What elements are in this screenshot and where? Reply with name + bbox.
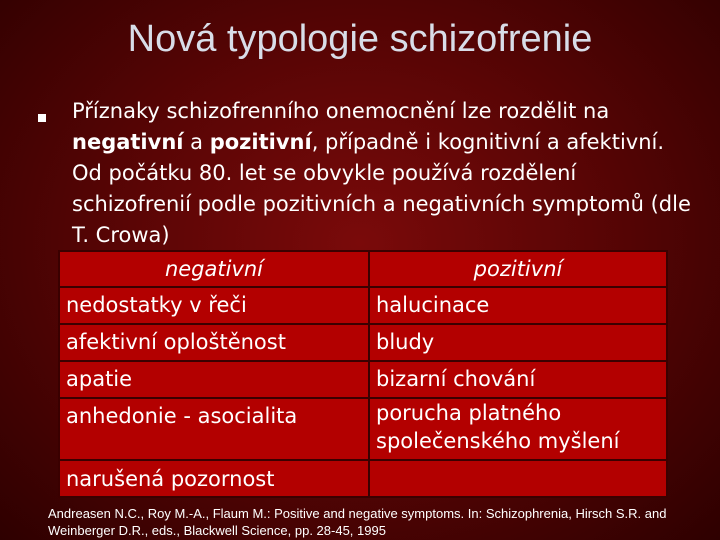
table-row (59, 287, 667, 324)
para-text-1: Příznaky schizofrenního onemocnění lze rozdělit na (72, 99, 610, 123)
intro-paragraph (72, 96, 692, 251)
table-row (59, 398, 667, 460)
para-text-3: , případně i kognitivní a afektivní. Od počátku 80. let se obvykle používá rozdělení schizofrenií podle pozitivních a negativních symptomů (dle T. Crowa) (72, 130, 691, 247)
cell-positive (369, 460, 667, 497)
cell-positive: halucinace (369, 287, 667, 324)
table-row (59, 324, 667, 361)
cell-positive: bludy (369, 324, 667, 361)
para-bold-positive: pozitivní (209, 130, 312, 154)
header-negative: negativní (59, 251, 369, 287)
cell-negative: apatie (59, 361, 369, 398)
cell-positive: bizarní chování (369, 361, 667, 398)
para-text-2: a (183, 130, 210, 154)
para-bold-negative: negativní (72, 130, 184, 154)
slide-title: Nová typologie schizofrenie (127, 18, 593, 60)
table-row (59, 361, 667, 398)
cell-negative: afektivní oploštěnost (59, 324, 369, 361)
bullet-square-icon (38, 114, 46, 122)
cell-negative: narušená pozornost (59, 460, 369, 497)
cell-negative: nedostatky v řeči (59, 287, 369, 324)
table-row (59, 460, 667, 497)
header-positive: pozitivní (369, 251, 667, 287)
cell-negative: anhedonie - asocialita (59, 398, 369, 460)
cell-positive: porucha platného společenského myšlení (369, 398, 667, 460)
citation: Andreasen N.C., Roy M.-A., Flaum M.: Positive and negative symptoms. In: Schizophrenia, Hirsch S.R. and Weinberger D.R., eds., Blackwell Science, pp. 28-45, 1995 (48, 506, 667, 538)
symptoms-table (58, 250, 668, 498)
table-header-row (59, 251, 667, 287)
